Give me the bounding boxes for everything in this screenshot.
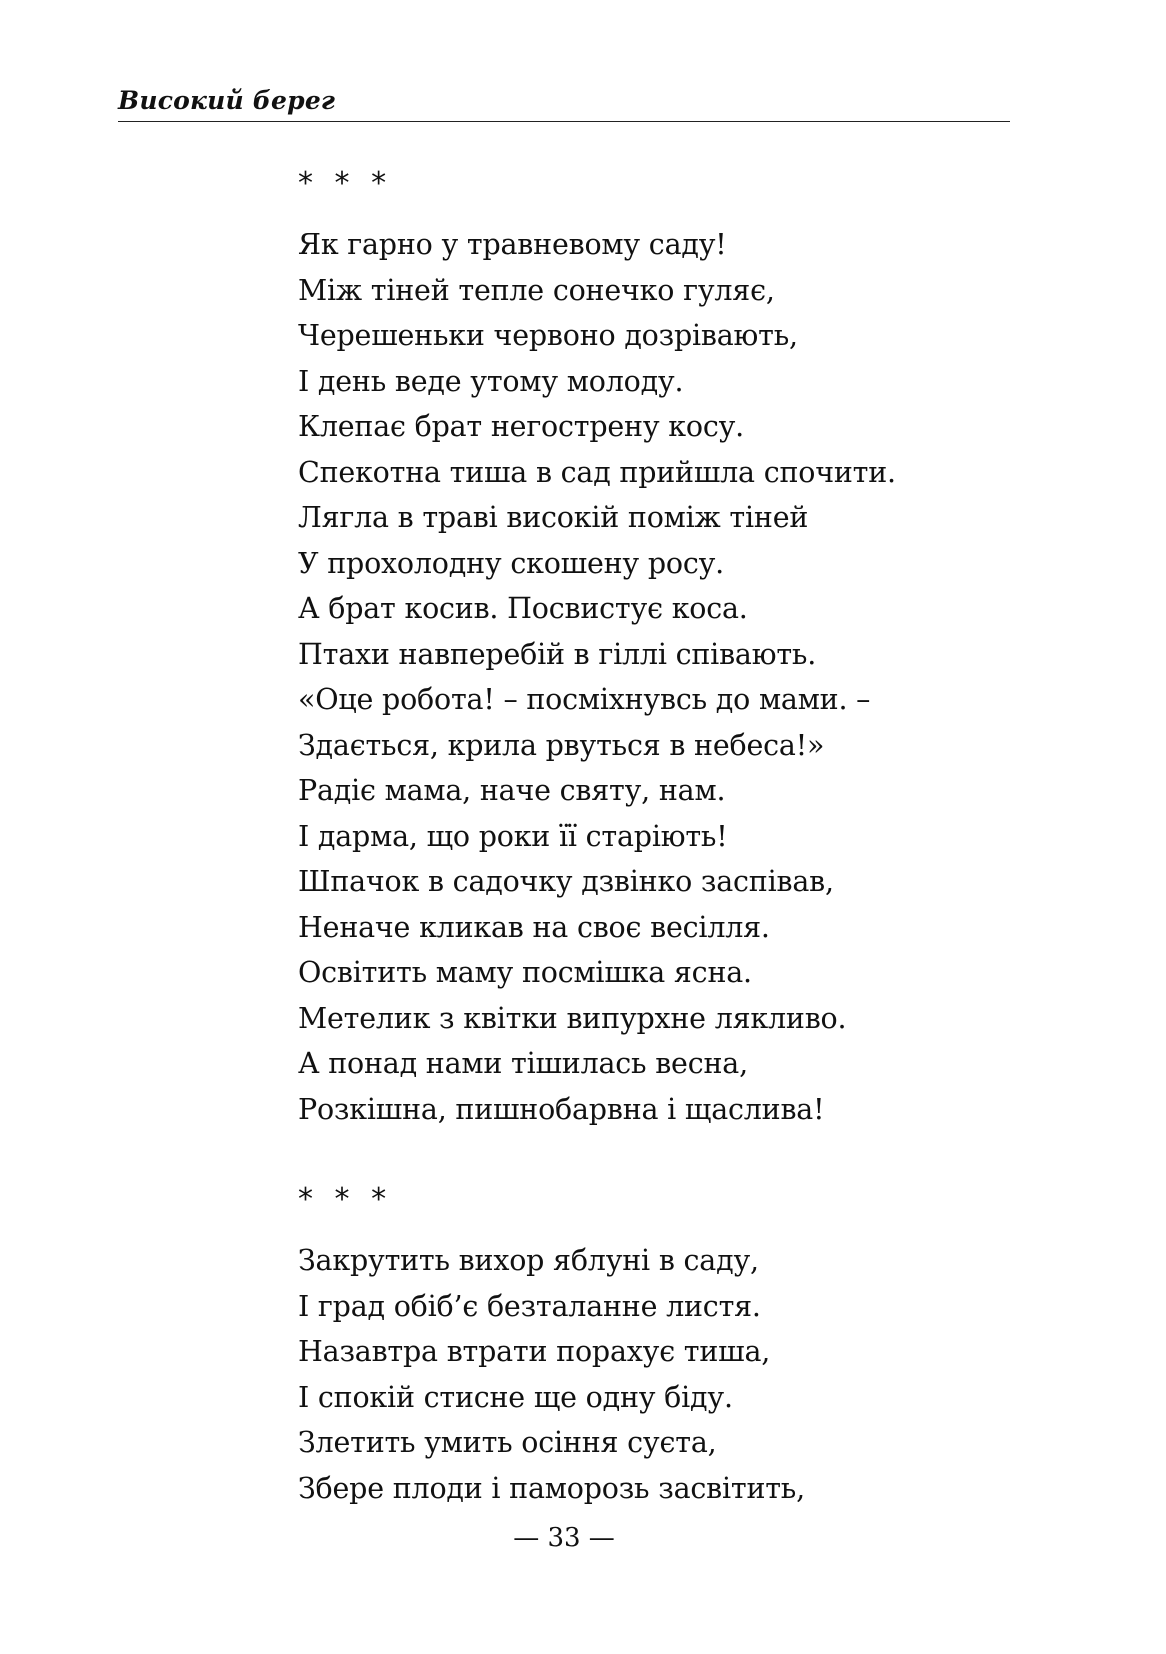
poem-line: А понад нами тішилась весна,: [298, 1047, 748, 1080]
poem-lines: [298, 1238, 998, 1511]
poem-line: Клепає брат негострену косу.: [298, 410, 745, 443]
poem-separator-asterisks: * * *: [298, 166, 393, 201]
poem-line: У прохолодну скошену росу.: [298, 546, 725, 580]
poem-line: Черешеньки червоно дозрівають,: [298, 319, 798, 352]
poem-line: І дарма, що роки її старіють!: [298, 819, 728, 853]
poem-line: Птахи навперебій в гіллі співають.: [298, 637, 817, 671]
poem-line: Злетить умить осіння суєта,: [298, 1426, 717, 1459]
poem-separator-asterisks: * * *: [298, 1182, 393, 1217]
poem-line: Метелик з квітки випурхне лякливо.: [298, 1001, 847, 1035]
header-divider: [118, 121, 1010, 122]
poem-line: Назавтра втрати порахує тиша,: [298, 1335, 771, 1368]
poem-line: «Оце робота! – посміхнувсь до мами. –: [298, 683, 871, 716]
poem-line: А брат косив. Посвистує коса.: [298, 592, 748, 625]
poem-line: Збере плоди і паморозь засвітить,: [298, 1471, 805, 1505]
page-number: — 33 —: [513, 1523, 615, 1553]
poem-1: [298, 162, 998, 1132]
poem-2: [298, 1178, 998, 1511]
poem-line: Неначе кликав на своє весілля.: [298, 910, 770, 944]
poem-line: Шпачок в садочку дзвінко заспівав,: [298, 865, 834, 898]
poem-line: І день веде утому молоду.: [298, 364, 684, 398]
poem-line: Як гарно у травневому саду!: [298, 228, 727, 261]
poem-lines: [298, 222, 998, 1132]
poem-line: Між тіней тепле сонечко гуляє,: [298, 273, 775, 307]
poem-line: Лягла в траві високій поміж тіней: [298, 501, 809, 534]
poem-line: І град обіб’є безталанне листя.: [298, 1289, 761, 1323]
poem-line: Освітить маму посмішка ясна.: [298, 956, 752, 989]
poem-line: І спокій стисне ще одну біду.: [298, 1380, 733, 1414]
poem-line: Спекотна тиша в сад прийшла спочити.: [298, 455, 896, 489]
poem-line: Здається, крила рвуться в небеса!»: [298, 728, 825, 762]
running-header-title: Високий берег: [118, 86, 336, 115]
poem-line: Розкішна, пишнобарвна і щаслива!: [298, 1092, 825, 1126]
poem-line: Радіє мама, наче святу, нам.: [298, 774, 726, 807]
poem-line: Закрутить вихор яблуні в саду,: [298, 1244, 759, 1277]
